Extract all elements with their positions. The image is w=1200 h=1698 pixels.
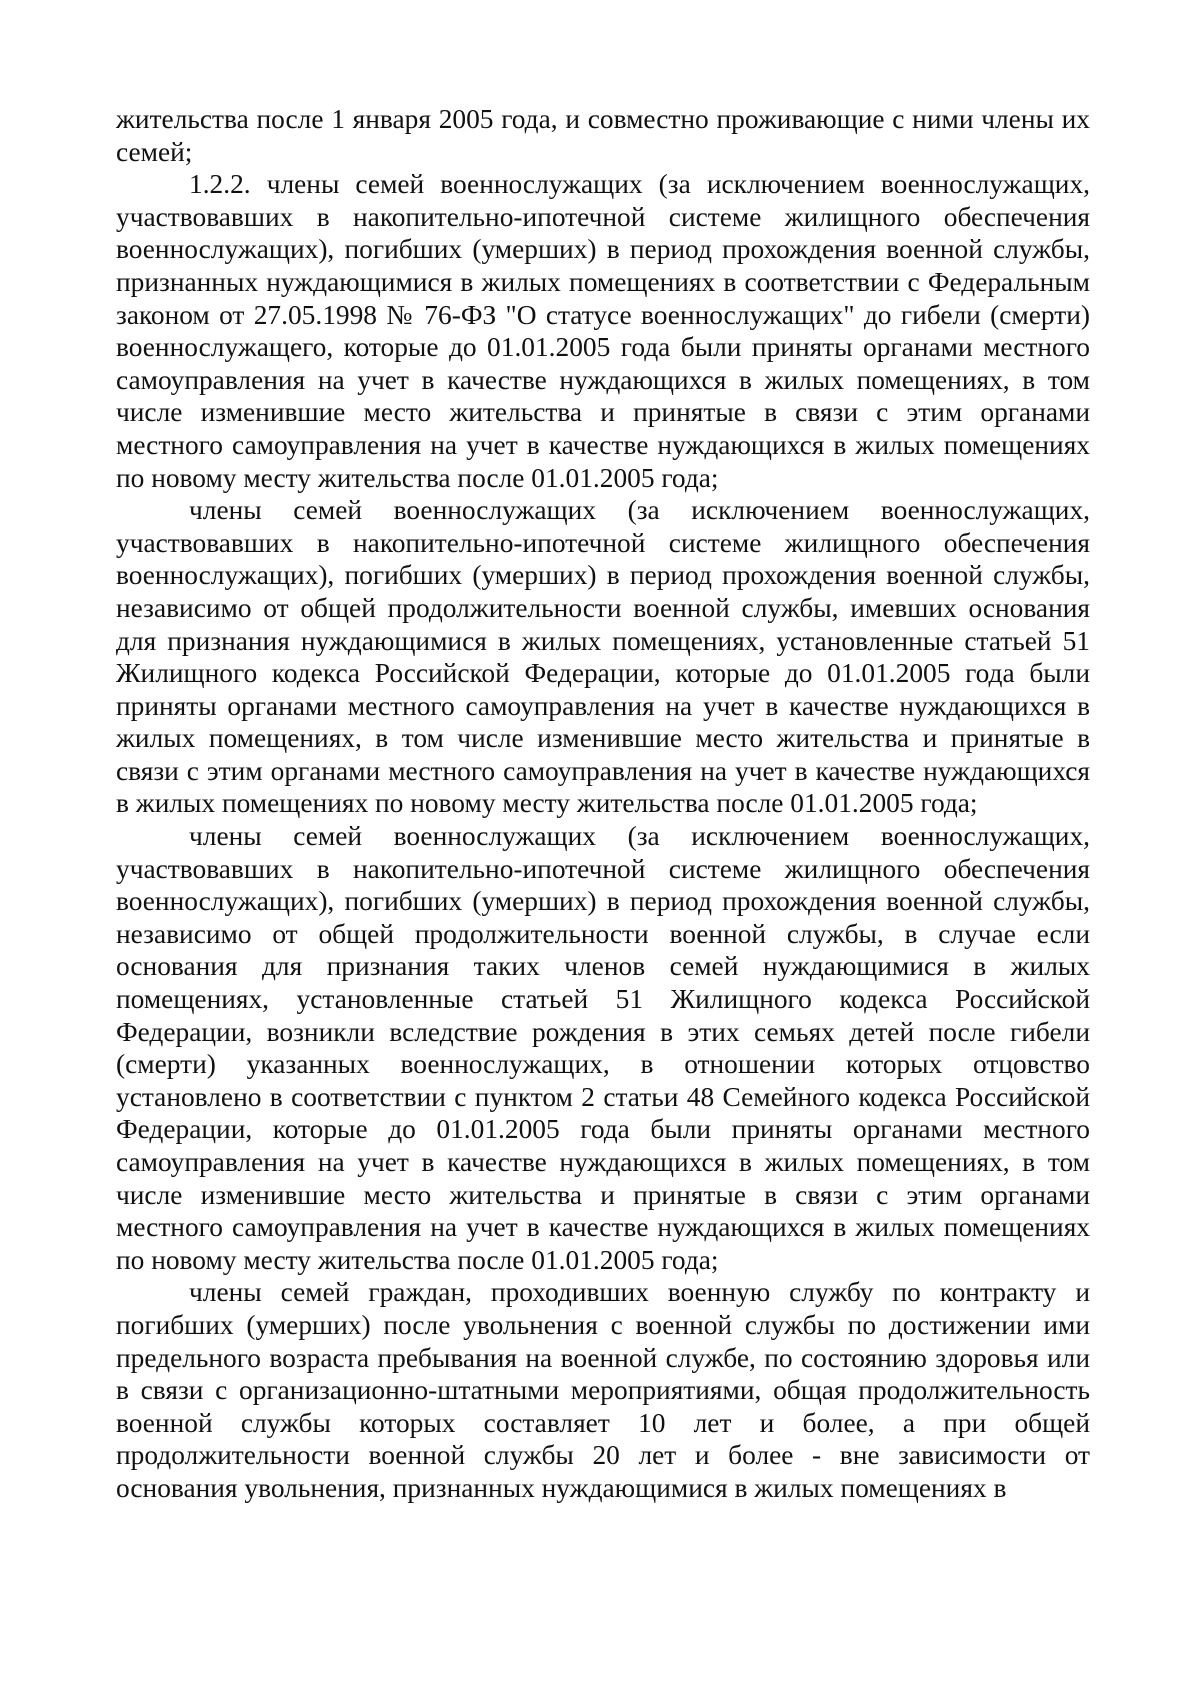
paragraph-family-members-contract-service: члены семей граждан, проходивших военную службу по контракту и погибших (умерших) после увольнения с военной службы по достижении ими предельного возраста пребывания на военной службе, по состоянию здоровья или в связи с организационно-штатными мероприятиями, общая продолжительность военной службы которых составляет 10 лет и более, а при общей продолжительности военной службы 20 лет и более - вне зависимости от основания увольнения, признанных нуждающимися в жилых помещениях в [116, 1277, 1090, 1503]
paragraph-family-members-paternity: члены семей военнослужащих (за исключением военнослужащих, участвовавших в накопительно-ипотечной системе жилищного обеспечения военнослужащих), погибших (умерших) в период прохождения военной службы, независимо от общей продолжительности военной службы, в случае если основания для признания таких членов семей нуждающимися в жилых помещениях, установленные статьей 51 Жилищного кодекса Российской Федерации, возникли вследствие рождения в этих семьях детей после гибели (смерти) указанных военнослужащих, в отношении которых отцовство установлено в соответствии с пунктом 2 статьи 48 Семейного кодекса Российской Федерации, которые до 01.01.2005 года были приняты органами местного самоуправления на учет в качестве нуждающихся в жилых помещениях, в том числе изменившие место жительства и принятые в связи с этим органами местного самоуправления на учет в качестве нуждающихся в жилых помещениях по новому месту жительства после 01.01.2005 года; [116, 821, 1090, 1275]
paragraph-1-2-2: 1.2.2. члены семей военнослужащих (за исключением военнослужащих, участвовавших в накопительно-ипотечной системе жилищного обеспечения военнослужащих), погибших (умерших) в период прохождения военной службы, признанных нуждающимися в жилых помещениях в соответствии с Федеральным законом от 27.05.1998 № 76-ФЗ "О статусе военнослужащих" до гибели (смерти) военнослужащего, которые до 01.01.2005 года были приняты органами местного самоуправления на учет в качестве нуждающихся в жилых помещениях, в том числе изменившие место жительства и принятые в связи с этим органами местного самоуправления на учет в качестве нуждающихся в жилых помещениях по новому месту жительства после 01.01.2005 года; [116, 169, 1090, 493]
document-page [116, 103, 1090, 1505]
paragraph-continuation: жительства после 1 января 2005 года, и совместно проживающие с ними члены их семей; [116, 104, 1090, 167]
paragraph-family-members-article-51: члены семей военнослужащих (за исключением военнослужащих, участвовавших в накопительно-ипотечной системе жилищного обеспечения военнослужащих), погибших (умерших) в период прохождения военной службы, независимо от общей продолжительности военной службы, имевших основания для признания нуждающимися в жилых помещениях, установленные статьей 51 Жилищного кодекса Российской Федерации, которые до 01.01.2005 года были приняты органами местного самоуправления на учет в качестве нуждающихся в жилых помещениях, в том числе изменившие место жительства и принятые в связи с этим органами местного самоуправления на учет в качестве нуждающихся в жилых помещениях по новому месту жительства после 01.01.2005 года; [116, 495, 1090, 819]
